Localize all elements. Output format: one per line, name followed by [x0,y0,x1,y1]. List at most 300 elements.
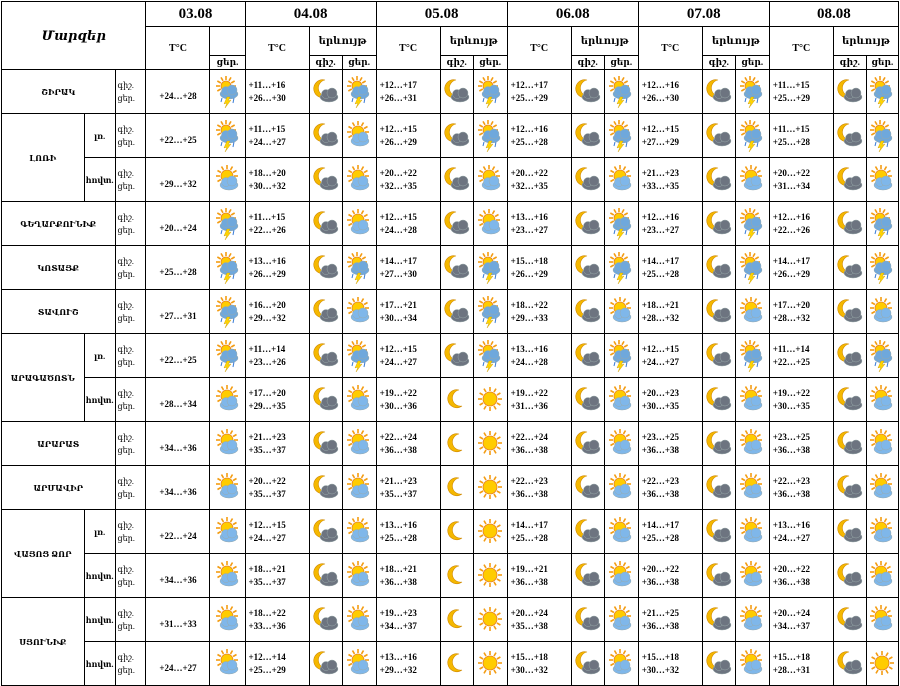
sun-cloud-icon [210,158,245,202]
temp-cell: +20…+23 +30…+35 [638,378,702,422]
sun-icon [473,422,507,466]
daynight-labels: գիշ. ցեր. [115,378,146,422]
table-row [2,158,899,202]
sun-cloud-icon [473,158,507,202]
temp-cell: +12…+15 +24…+27 [638,334,702,378]
storm-icon [210,290,245,334]
daynight-labels: գիշ. ցեր. [115,114,146,158]
temp-cell: +18…+22 +33…+36 [245,598,309,642]
temp-cell: +22…+25 [146,114,210,158]
temp-cell: +19…+22 +30…+36 [376,378,440,422]
temp-cell: +17…+20 +29…+35 [245,378,309,422]
sun-cloud-icon [342,202,376,246]
sun-cloud-icon [342,554,376,598]
temp-cell: +20…+22 +32…+35 [507,158,571,202]
moon-cloud-icon [440,158,473,202]
night-subheader: գիշ. [571,56,604,70]
sun-cloud-icon [866,290,898,334]
moon-cloud-icon [833,158,866,202]
temp-header: T°C [638,27,702,70]
temp-cell: +16…+20 +29…+32 [245,290,309,334]
precip-header: երևույթ [833,27,898,56]
storm-icon [210,114,245,158]
storm-icon [604,334,638,378]
moon-cloud-icon [309,378,342,422]
temp-cell: +11…+14 +22…+25 [769,334,833,378]
table-row [2,246,899,290]
day-subheader: ցեր. [604,56,638,70]
storm-icon [210,246,245,290]
temp-cell: +19…+23 +34…+37 [376,598,440,642]
temp-cell: +34…+36 [146,554,210,598]
temp-cell: +25…+28 [146,246,210,290]
temp-cell: +18…+20 +30…+32 [245,158,309,202]
temp-cell: +12…+16 +26…+30 [638,70,702,114]
storm-icon [473,70,507,114]
region-name: ԳԵՂԱՐՔՈՒՆԻՔ [2,202,116,246]
sun-icon [473,466,507,510]
precip-header: երևույթ [309,27,376,56]
temp-cell: +21…+23 +35…+37 [245,422,309,466]
sun-cloud-icon [342,114,376,158]
sun-cloud-icon [866,554,898,598]
date-header: 07.08 [638,2,769,27]
region-name: ՍՅՈՒՆԻՔ [2,598,85,686]
temp-cell: +34…+36 [146,422,210,466]
daynight-labels: գիշ. ցեր. [115,246,146,290]
temp-cell: +15…+18 +28…+31 [769,642,833,686]
temp-cell: +22…+23 +36…+38 [769,466,833,510]
night-subheader: գիշ. [702,56,735,70]
moon-cloud-icon [702,334,735,378]
region-name: ՏԱՎՈՒՇ [2,290,116,334]
table-row [2,114,899,158]
temp-cell: +24…+27 [146,642,210,686]
sun-cloud-icon [342,290,376,334]
moon-cloud-icon [309,598,342,642]
moon-cloud-icon [833,290,866,334]
storm-icon [735,202,769,246]
precip-header: երևույթ [571,27,638,56]
region-name: ԱՐԱԳԱԾՈՏՆ [2,334,85,422]
temp-cell: +11…+16 +26…+30 [245,70,309,114]
sun-cloud-icon [473,202,507,246]
sun-cloud-icon [735,598,769,642]
date-header: 04.08 [245,2,376,27]
sun-cloud-icon [735,158,769,202]
sun-cloud-icon [210,466,245,510]
forecast-table [1,1,899,686]
temp-cell: +20…+22 +36…+38 [638,554,702,598]
moon-cloud-icon [571,202,604,246]
moon-cloud-icon [833,70,866,114]
region-name: ՇԻՐԱԿ [2,70,116,114]
moon-cloud-icon [833,510,866,554]
moon-cloud-icon [571,642,604,686]
table-row [2,598,899,642]
temp-cell: +29…+32 [146,158,210,202]
storm-icon [866,334,898,378]
temp-cell: +24…+28 [146,70,210,114]
temp-cell: +13…+16 +24…+28 [507,334,571,378]
moon-icon [440,510,473,554]
subregion-label: լռ. [84,510,115,554]
moon-cloud-icon [571,158,604,202]
moon-cloud-icon [702,554,735,598]
storm-icon [342,246,376,290]
moon-cloud-icon [571,422,604,466]
moon-icon [440,466,473,510]
sun-cloud-icon [735,290,769,334]
moon-cloud-icon [440,290,473,334]
sun-cloud-icon [342,158,376,202]
day-subheader: ցեր. [473,56,507,70]
sun-cloud-icon [866,598,898,642]
night-subheader: գիշ. [833,56,866,70]
temp-cell: +12…+16 +22…+26 [769,202,833,246]
sun-cloud-icon [210,598,245,642]
moon-cloud-icon [571,378,604,422]
storm-icon [473,114,507,158]
daynight-labels: գիշ. ցեր. [115,422,146,466]
date-header: 08.08 [769,2,898,27]
temp-cell: +12…+17 +26…+31 [376,70,440,114]
date-header: 06.08 [507,2,638,27]
storm-icon [735,114,769,158]
daynight-labels: գիշ. ցեր. [115,466,146,510]
table-row [2,642,899,686]
sun-cloud-icon [210,378,245,422]
temp-cell: +12…+17 +25…+29 [507,70,571,114]
temp-header: T°C [507,27,571,70]
storm-icon [342,70,376,114]
temp-cell: +20…+22 +32…+35 [376,158,440,202]
sun-cloud-icon [866,422,898,466]
storm-icon [210,70,245,114]
moon-cloud-icon [702,246,735,290]
moon-cloud-icon [702,598,735,642]
storm-icon [473,334,507,378]
temp-cell: +20…+24 [146,202,210,246]
temp-cell: +13…+16 +26…+29 [245,246,309,290]
moon-cloud-icon [309,642,342,686]
night-subheader: գիշ. [440,56,473,70]
temp-cell: +11…+14 +23…+26 [245,334,309,378]
storm-icon [473,290,507,334]
moon-icon [440,554,473,598]
temp-cell: +23…+25 +36…+38 [638,422,702,466]
moon-cloud-icon [702,158,735,202]
moon-cloud-icon [571,466,604,510]
moon-cloud-icon [702,466,735,510]
storm-icon [210,202,245,246]
temp-cell: +11…+15 +24…+27 [245,114,309,158]
temp-cell: +19…+22 +30…+35 [769,378,833,422]
temp-cell: +14…+17 +25…+28 [507,510,571,554]
moon-cloud-icon [833,202,866,246]
temp-cell: +21…+23 +33…+35 [638,158,702,202]
temp-cell: +12…+16 +23…+27 [638,202,702,246]
sun-cloud-icon [604,554,638,598]
temp-cell: +19…+21 +36…+38 [507,554,571,598]
storm-icon [735,70,769,114]
moon-cloud-icon [571,598,604,642]
sun-cloud-icon [342,510,376,554]
temp-cell: +22…+23 +36…+38 [638,466,702,510]
storm-icon [604,70,638,114]
moon-cloud-icon [702,70,735,114]
temp-cell: +18…+21 +35…+37 [245,554,309,598]
temp-cell: +15…+18 +26…+29 [507,246,571,290]
sun-cloud-icon [604,290,638,334]
day-subheader: ցեր. [210,56,245,70]
temp-cell: +22…+24 +36…+38 [376,422,440,466]
temp-cell: +11…+15 +25…+29 [769,70,833,114]
storm-icon [342,334,376,378]
moon-icon [440,598,473,642]
temp-cell: +23…+25 +36…+38 [769,422,833,466]
temp-cell: +17…+20 +28…+32 [769,290,833,334]
storm-icon [473,246,507,290]
sun-cloud-icon [866,466,898,510]
storm-icon [210,334,245,378]
temp-cell: +28…+34 [146,378,210,422]
temp-cell: +13…+16 +24…+27 [769,510,833,554]
moon-cloud-icon [309,290,342,334]
moon-cloud-icon [571,246,604,290]
storm-icon [604,202,638,246]
sun-cloud-icon [735,554,769,598]
temp-cell: +20…+22 +35…+37 [245,466,309,510]
temp-cell: +22…+23 +36…+38 [507,466,571,510]
moon-cloud-icon [440,114,473,158]
moon-cloud-icon [571,334,604,378]
temp-header: T°C [245,27,309,70]
moon-icon [440,378,473,422]
daynight-labels: գիշ. ցեր. [115,290,146,334]
temp-cell: +18…+21 +36…+38 [376,554,440,598]
daynight-labels: գիշ. ցեր. [115,510,146,554]
moon-cloud-icon [702,510,735,554]
moon-cloud-icon [833,246,866,290]
storm-icon [866,114,898,158]
temp-cell: +18…+21 +28…+32 [638,290,702,334]
region-name: ԼՈՌԻ [2,114,85,202]
table-row [2,290,899,334]
sun-cloud-icon [342,422,376,466]
precip-header: երևույթ [440,27,507,56]
moon-cloud-icon [833,598,866,642]
region-name: ԿՈՏԱՅՔ [2,246,116,290]
moon-cloud-icon [833,554,866,598]
subregion-label: լռ. [84,334,115,378]
table-row [2,510,899,554]
sun-cloud-icon [735,422,769,466]
moon-cloud-icon [309,158,342,202]
daynight-labels: գիշ. ցեր. [115,642,146,686]
region-name: ԱՐԱՐԱՏ [2,422,116,466]
subregion-label: հովտ. [84,554,115,598]
storm-icon [735,246,769,290]
temp-cell: +21…+23 +35…+37 [376,466,440,510]
table-row [2,202,899,246]
moon-cloud-icon [440,246,473,290]
sun-icon [473,378,507,422]
moon-cloud-icon [440,70,473,114]
date-header: 05.08 [376,2,507,27]
temp-cell: +14…+17 +26…+29 [769,246,833,290]
sun-cloud-icon [735,378,769,422]
moon-cloud-icon [309,554,342,598]
temp-cell: +12…+15 +26…+29 [376,114,440,158]
temp-cell: +13…+16 +23…+27 [507,202,571,246]
storm-icon [866,202,898,246]
temp-cell: +15…+18 +30…+32 [507,642,571,686]
temp-cell: +12…+16 +25…+28 [507,114,571,158]
table-row [2,70,899,114]
subregion-label: հովտ. [84,378,115,422]
temp-cell: +13…+16 +29…+32 [376,642,440,686]
temp-cell: +12…+15 +24…+27 [245,510,309,554]
sun-icon [473,510,507,554]
moon-cloud-icon [309,334,342,378]
moon-cloud-icon [833,378,866,422]
storm-icon [866,246,898,290]
moon-cloud-icon [440,202,473,246]
temp-cell: +18…+22 +29…+33 [507,290,571,334]
sun-cloud-icon [735,466,769,510]
sun-cloud-icon [604,378,638,422]
temp-cell: +19…+22 +31…+36 [507,378,571,422]
date-header: 03.08 [146,2,245,27]
moon-cloud-icon [702,422,735,466]
sun-cloud-icon [604,422,638,466]
sun-cloud-icon [866,378,898,422]
moon-cloud-icon [702,114,735,158]
temp-cell: +20…+24 +34…+37 [769,598,833,642]
precip-header [210,27,245,56]
daynight-labels: գիշ. ցեր. [115,70,146,114]
table-row [2,422,899,466]
daynight-labels: գիշ. ցեր. [115,334,146,378]
temp-cell: +11…+15 +22…+26 [245,202,309,246]
subregion-label: հովտ. [84,642,115,686]
moon-cloud-icon [833,642,866,686]
moon-cloud-icon [309,202,342,246]
moon-cloud-icon [309,70,342,114]
moon-cloud-icon [833,334,866,378]
temp-cell: +11…+15 +25…+28 [769,114,833,158]
storm-icon [735,334,769,378]
temp-cell: +14…+17 +27…+30 [376,246,440,290]
sun-cloud-icon [342,378,376,422]
sun-cloud-icon [210,422,245,466]
temp-cell: +34…+36 [146,466,210,510]
temp-cell: +27…+31 [146,290,210,334]
subregion-label: հովտ. [84,598,115,642]
temp-cell: +21…+25 +36…+38 [638,598,702,642]
temp-cell: +22…+24 +36…+38 [507,422,571,466]
temp-cell: +20…+22 +31…+34 [769,158,833,202]
moon-cloud-icon [571,114,604,158]
night-subheader: գիշ. [309,56,342,70]
moon-cloud-icon [309,466,342,510]
temp-cell: +22…+24 [146,510,210,554]
daynight-labels: գիշ. ցեր. [115,598,146,642]
day-subheader: ցեր. [342,56,376,70]
moon-cloud-icon [571,510,604,554]
daynight-labels: գիշ. ցեր. [115,158,146,202]
temp-cell: +13…+16 +25…+28 [376,510,440,554]
temp-cell: +14…+17 +25…+28 [638,246,702,290]
temp-cell: +20…+24 +35…+38 [507,598,571,642]
sun-cloud-icon [604,510,638,554]
temp-cell: +15…+18 +30…+32 [638,642,702,686]
region-name: ՎԱՅՈՑ ՁՈՐ [2,510,85,598]
moon-cloud-icon [833,114,866,158]
moon-cloud-icon [571,290,604,334]
moon-cloud-icon [571,70,604,114]
temp-cell: +12…+14 +25…+29 [245,642,309,686]
sun-cloud-icon [210,510,245,554]
sun-cloud-icon [604,158,638,202]
storm-icon [604,246,638,290]
sun-icon [473,642,507,686]
table-row [2,378,899,422]
sun-cloud-icon [342,598,376,642]
moon-cloud-icon [833,466,866,510]
moon-cloud-icon [702,290,735,334]
moon-icon [440,642,473,686]
sun-cloud-icon [210,554,245,598]
day-subheader: ցեր. [735,56,769,70]
sun-cloud-icon [866,158,898,202]
sun-cloud-icon [735,642,769,686]
subregion-label: հովտ. [84,158,115,202]
moon-cloud-icon [702,378,735,422]
table-row [2,466,899,510]
moon-cloud-icon [702,642,735,686]
moon-cloud-icon [702,202,735,246]
table-row [2,554,899,598]
sun-cloud-icon [735,510,769,554]
temp-header: T°C [769,27,833,70]
storm-icon [866,70,898,114]
moon-cloud-icon [833,422,866,466]
sun-icon [473,554,507,598]
moon-cloud-icon [309,510,342,554]
temp-cell: +12…+15 +27…+29 [638,114,702,158]
region-name: ԱՐՄԱՎԻՐ [2,466,116,510]
moon-cloud-icon [309,114,342,158]
temp-cell: +14…+17 +25…+28 [638,510,702,554]
moon-cloud-icon [309,422,342,466]
region-header: Մարզեր [2,2,146,70]
sun-cloud-icon [210,642,245,686]
temp-header: T°C [376,27,440,70]
day-subheader: ցեր. [866,56,898,70]
table-row [2,334,899,378]
temp-cell: +17…+21 +30…+34 [376,290,440,334]
moon-icon [440,422,473,466]
temp-cell: +31…+33 [146,598,210,642]
sun-cloud-icon [342,466,376,510]
sun-cloud-icon [866,510,898,554]
daynight-labels: գիշ. ցեր. [115,554,146,598]
temp-cell: +12…+15 +24…+27 [376,334,440,378]
storm-icon [604,114,638,158]
moon-cloud-icon [309,246,342,290]
